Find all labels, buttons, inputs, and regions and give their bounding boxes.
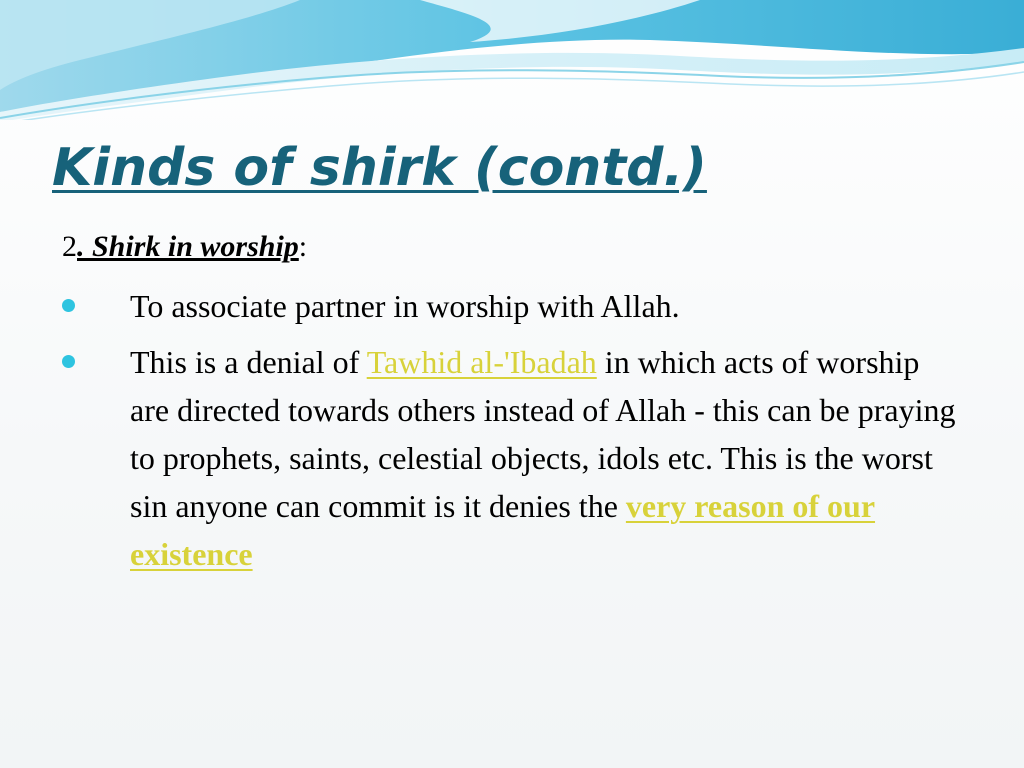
bullet-item [62, 338, 962, 578]
header-wave-decoration [0, 0, 1024, 120]
slide-title: Kinds of shirk (contd.) [52, 138, 707, 198]
bullet-text-before: This is a denial of [130, 344, 367, 380]
tawhid-link[interactable]: Tawhid al-'Ibadah [366, 344, 597, 380]
bullet-text: To associate partner in worship with Allah. [130, 288, 680, 324]
section-subheading [62, 225, 307, 269]
bullet-item [62, 282, 962, 330]
subheading-suffix: : [298, 230, 308, 263]
subheading-label: . Shirk in worship [77, 230, 299, 263]
bullet-list [62, 282, 962, 586]
bullet-dot-icon [62, 299, 75, 312]
subheading-number: 2 [62, 230, 77, 263]
bullet-text-middle: in which acts of worship are directed towards others instead of Allah - this can be praying to prophets, saints, celestial objects, idols etc. This is the worst sin anyone can commit is it denies the [130, 344, 956, 524]
existence-link[interactable]: very reason of our existence [130, 488, 876, 572]
bullet-dot-icon [62, 355, 75, 368]
